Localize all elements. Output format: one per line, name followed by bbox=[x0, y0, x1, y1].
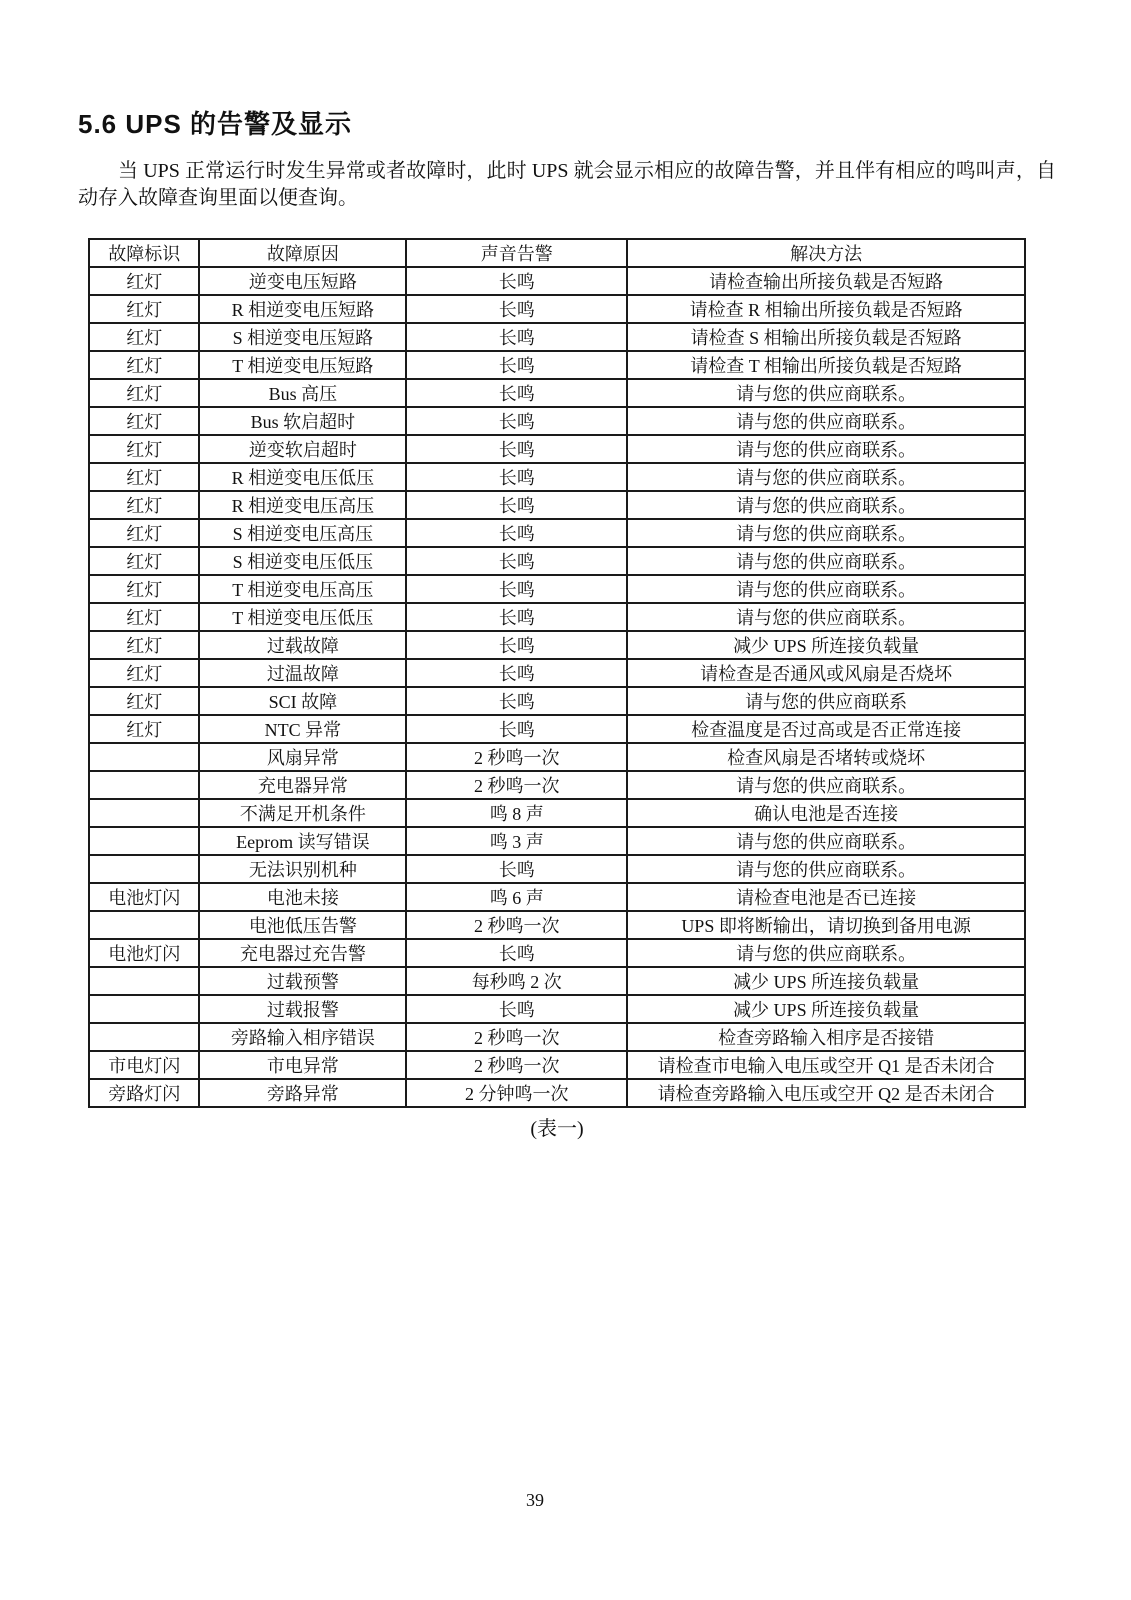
cell-solution: 请检查 S 相输出所接负载是否短路 bbox=[627, 323, 1025, 351]
cell-indicator: 红灯 bbox=[89, 435, 199, 463]
cell-alarm: 长鸣 bbox=[406, 855, 627, 883]
table-row bbox=[89, 995, 1025, 1023]
cell-indicator: 红灯 bbox=[89, 463, 199, 491]
cell-solution: 检查旁路输入相序是否接错 bbox=[627, 1023, 1025, 1051]
cell-alarm: 鸣 8 声 bbox=[406, 799, 627, 827]
cell-solution: UPS 即将断输出，请切换到备用电源 bbox=[627, 911, 1025, 939]
table-row bbox=[89, 519, 1025, 547]
cell-solution: 请与您的供应商联系 bbox=[627, 687, 1025, 715]
cell-indicator: 红灯 bbox=[89, 603, 199, 631]
cell-solution: 请与您的供应商联系。 bbox=[627, 939, 1025, 967]
cell-indicator: 红灯 bbox=[89, 379, 199, 407]
table-row bbox=[89, 883, 1025, 911]
cell-cause: 旁路输入相序错误 bbox=[199, 1023, 406, 1051]
cell-solution: 减少 UPS 所连接负载量 bbox=[627, 995, 1025, 1023]
cell-solution: 请检查旁路输入电压或空开 Q2 是否未闭合 bbox=[627, 1079, 1025, 1107]
cell-indicator: 红灯 bbox=[89, 575, 199, 603]
cell-alarm: 2 秒鸣一次 bbox=[406, 743, 627, 771]
cell-cause: 充电器异常 bbox=[199, 771, 406, 799]
table-row bbox=[89, 715, 1025, 743]
cell-solution: 请与您的供应商联系。 bbox=[627, 407, 1025, 435]
cell-cause: NTC 异常 bbox=[199, 715, 406, 743]
cell-indicator: 红灯 bbox=[89, 267, 199, 295]
table-row bbox=[89, 827, 1025, 855]
cell-indicator bbox=[89, 995, 199, 1023]
cell-solution: 请与您的供应商联系。 bbox=[627, 547, 1025, 575]
cell-solution: 确认电池是否连接 bbox=[627, 799, 1025, 827]
table-row bbox=[89, 687, 1025, 715]
cell-cause: R 相逆变电压高压 bbox=[199, 491, 406, 519]
cell-alarm: 鸣 6 声 bbox=[406, 883, 627, 911]
table-row bbox=[89, 771, 1025, 799]
cell-solution: 检查风扇是否堵转或烧坏 bbox=[627, 743, 1025, 771]
cell-cause: 过载预警 bbox=[199, 967, 406, 995]
column-header-solution: 解决方法 bbox=[627, 239, 1025, 267]
table-row bbox=[89, 631, 1025, 659]
table-row bbox=[89, 799, 1025, 827]
cell-alarm: 长鸣 bbox=[406, 631, 627, 659]
cell-solution: 请与您的供应商联系。 bbox=[627, 855, 1025, 883]
table-row bbox=[89, 855, 1025, 883]
cell-cause: T 相逆变电压低压 bbox=[199, 603, 406, 631]
page-number: 39 bbox=[526, 1490, 544, 1510]
table-row bbox=[89, 1051, 1025, 1079]
cell-indicator: 红灯 bbox=[89, 295, 199, 323]
cell-alarm: 长鸣 bbox=[406, 491, 627, 519]
cell-alarm: 长鸣 bbox=[406, 603, 627, 631]
cell-alarm: 长鸣 bbox=[406, 519, 627, 547]
table-row bbox=[89, 491, 1025, 519]
cell-alarm: 每秒鸣 2 次 bbox=[406, 967, 627, 995]
cell-cause: S 相逆变电压高压 bbox=[199, 519, 406, 547]
cell-cause: S 相逆变电压短路 bbox=[199, 323, 406, 351]
table-row bbox=[89, 407, 1025, 435]
cell-alarm: 2 秒鸣一次 bbox=[406, 771, 627, 799]
cell-cause: 不满足开机条件 bbox=[199, 799, 406, 827]
table-row bbox=[89, 379, 1025, 407]
table-row bbox=[89, 575, 1025, 603]
cell-alarm: 2 秒鸣一次 bbox=[406, 1051, 627, 1079]
cell-indicator: 红灯 bbox=[89, 491, 199, 519]
cell-solution: 请检查电池是否已连接 bbox=[627, 883, 1025, 911]
table-row bbox=[89, 463, 1025, 491]
cell-alarm: 长鸣 bbox=[406, 435, 627, 463]
cell-alarm: 鸣 3 声 bbox=[406, 827, 627, 855]
cell-solution: 请与您的供应商联系。 bbox=[627, 379, 1025, 407]
cell-cause: R 相逆变电压低压 bbox=[199, 463, 406, 491]
cell-indicator: 红灯 bbox=[89, 631, 199, 659]
cell-cause: 市电异常 bbox=[199, 1051, 406, 1079]
cell-indicator: 旁路灯闪 bbox=[89, 1079, 199, 1107]
cell-cause: T 相逆变电压高压 bbox=[199, 575, 406, 603]
table-header-row bbox=[89, 239, 1025, 267]
cell-solution: 请与您的供应商联系。 bbox=[627, 435, 1025, 463]
cell-alarm: 长鸣 bbox=[406, 323, 627, 351]
cell-indicator bbox=[89, 771, 199, 799]
cell-cause: 充电器过充告警 bbox=[199, 939, 406, 967]
table-row bbox=[89, 323, 1025, 351]
fault-alarm-table bbox=[88, 238, 1026, 1108]
table-row bbox=[89, 911, 1025, 939]
cell-alarm: 长鸣 bbox=[406, 715, 627, 743]
cell-solution: 请检查是否通风或风扇是否烧坏 bbox=[627, 659, 1025, 687]
cell-cause: SCI 故障 bbox=[199, 687, 406, 715]
column-header-fault-cause: 故障原因 bbox=[199, 239, 406, 267]
cell-solution: 请与您的供应商联系。 bbox=[627, 575, 1025, 603]
cell-cause: Bus 高压 bbox=[199, 379, 406, 407]
table-row bbox=[89, 659, 1025, 687]
section-heading: 5.6 UPS 的告警及显示 bbox=[78, 109, 353, 139]
cell-indicator: 红灯 bbox=[89, 547, 199, 575]
cell-solution: 请与您的供应商联系。 bbox=[627, 771, 1025, 799]
cell-cause: 逆变电压短路 bbox=[199, 267, 406, 295]
cell-indicator: 红灯 bbox=[89, 715, 199, 743]
cell-indicator: 红灯 bbox=[89, 519, 199, 547]
cell-cause: 过温故障 bbox=[199, 659, 406, 687]
cell-indicator bbox=[89, 827, 199, 855]
cell-alarm: 长鸣 bbox=[406, 687, 627, 715]
cell-cause: Bus 软启超时 bbox=[199, 407, 406, 435]
cell-indicator: 红灯 bbox=[89, 659, 199, 687]
cell-indicator bbox=[89, 911, 199, 939]
table-row bbox=[89, 547, 1025, 575]
cell-cause: S 相逆变电压低压 bbox=[199, 547, 406, 575]
cell-indicator bbox=[89, 743, 199, 771]
cell-indicator bbox=[89, 855, 199, 883]
cell-cause: R 相逆变电压短路 bbox=[199, 295, 406, 323]
cell-solution: 请检查市电输入电压或空开 Q1 是否未闭合 bbox=[627, 1051, 1025, 1079]
cell-indicator: 电池灯闪 bbox=[89, 939, 199, 967]
cell-alarm: 长鸣 bbox=[406, 295, 627, 323]
cell-alarm: 长鸣 bbox=[406, 575, 627, 603]
cell-solution: 请与您的供应商联系。 bbox=[627, 603, 1025, 631]
cell-indicator bbox=[89, 799, 199, 827]
table-row bbox=[89, 939, 1025, 967]
table-row bbox=[89, 295, 1025, 323]
cell-indicator: 市电灯闪 bbox=[89, 1051, 199, 1079]
cell-cause: 无法识别机种 bbox=[199, 855, 406, 883]
table-caption: (表一) bbox=[530, 1118, 584, 1140]
cell-indicator bbox=[89, 1023, 199, 1051]
cell-indicator: 红灯 bbox=[89, 323, 199, 351]
cell-solution: 请检查输出所接负载是否短路 bbox=[627, 267, 1025, 295]
column-header-sound-alarm: 声音告警 bbox=[406, 239, 627, 267]
cell-alarm: 长鸣 bbox=[406, 351, 627, 379]
table-row bbox=[89, 967, 1025, 995]
cell-solution: 请与您的供应商联系。 bbox=[627, 827, 1025, 855]
cell-alarm: 长鸣 bbox=[406, 267, 627, 295]
cell-alarm: 长鸣 bbox=[406, 407, 627, 435]
cell-solution: 检查温度是否过高或是否正常连接 bbox=[627, 715, 1025, 743]
fault-table-body bbox=[89, 267, 1025, 1107]
cell-alarm: 长鸣 bbox=[406, 547, 627, 575]
cell-alarm: 长鸣 bbox=[406, 995, 627, 1023]
cell-alarm: 长鸣 bbox=[406, 659, 627, 687]
cell-solution: 请与您的供应商联系。 bbox=[627, 491, 1025, 519]
cell-cause: 电池未接 bbox=[199, 883, 406, 911]
intro-paragraph: 当 UPS 正常运行时发生异常或者故障时，此时 UPS 就会显示相应的故障告警，并且伴有相应的鸣叫声，自动存入故障查询里面以便查询。 bbox=[78, 160, 1056, 209]
cell-cause: 过载报警 bbox=[199, 995, 406, 1023]
cell-solution: 请与您的供应商联系。 bbox=[627, 519, 1025, 547]
table-row bbox=[89, 267, 1025, 295]
table-row bbox=[89, 603, 1025, 631]
table-row bbox=[89, 1079, 1025, 1107]
table-row bbox=[89, 351, 1025, 379]
cell-indicator: 红灯 bbox=[89, 351, 199, 379]
cell-cause: 旁路异常 bbox=[199, 1079, 406, 1107]
cell-alarm: 2 分钟鸣一次 bbox=[406, 1079, 627, 1107]
cell-alarm: 长鸣 bbox=[406, 379, 627, 407]
cell-solution: 请与您的供应商联系。 bbox=[627, 463, 1025, 491]
table-row bbox=[89, 435, 1025, 463]
cell-cause: 电池低压告警 bbox=[199, 911, 406, 939]
cell-solution: 请检查 R 相输出所接负载是否短路 bbox=[627, 295, 1025, 323]
column-header-fault-indicator: 故障标识 bbox=[89, 239, 199, 267]
cell-indicator: 电池灯闪 bbox=[89, 883, 199, 911]
cell-solution: 请检查 T 相输出所接负载是否短路 bbox=[627, 351, 1025, 379]
cell-cause: T 相逆变电压短路 bbox=[199, 351, 406, 379]
cell-alarm: 2 秒鸣一次 bbox=[406, 1023, 627, 1051]
cell-cause: 过载故障 bbox=[199, 631, 406, 659]
table-row bbox=[89, 1023, 1025, 1051]
cell-indicator: 红灯 bbox=[89, 687, 199, 715]
cell-solution: 减少 UPS 所连接负载量 bbox=[627, 631, 1025, 659]
cell-alarm: 长鸣 bbox=[406, 939, 627, 967]
cell-indicator: 红灯 bbox=[89, 407, 199, 435]
cell-solution: 减少 UPS 所连接负载量 bbox=[627, 967, 1025, 995]
cell-cause: Eeprom 读写错误 bbox=[199, 827, 406, 855]
table-row bbox=[89, 743, 1025, 771]
cell-alarm: 2 秒鸣一次 bbox=[406, 911, 627, 939]
cell-cause: 风扇异常 bbox=[199, 743, 406, 771]
cell-indicator bbox=[89, 967, 199, 995]
cell-cause: 逆变软启超时 bbox=[199, 435, 406, 463]
cell-alarm: 长鸣 bbox=[406, 463, 627, 491]
